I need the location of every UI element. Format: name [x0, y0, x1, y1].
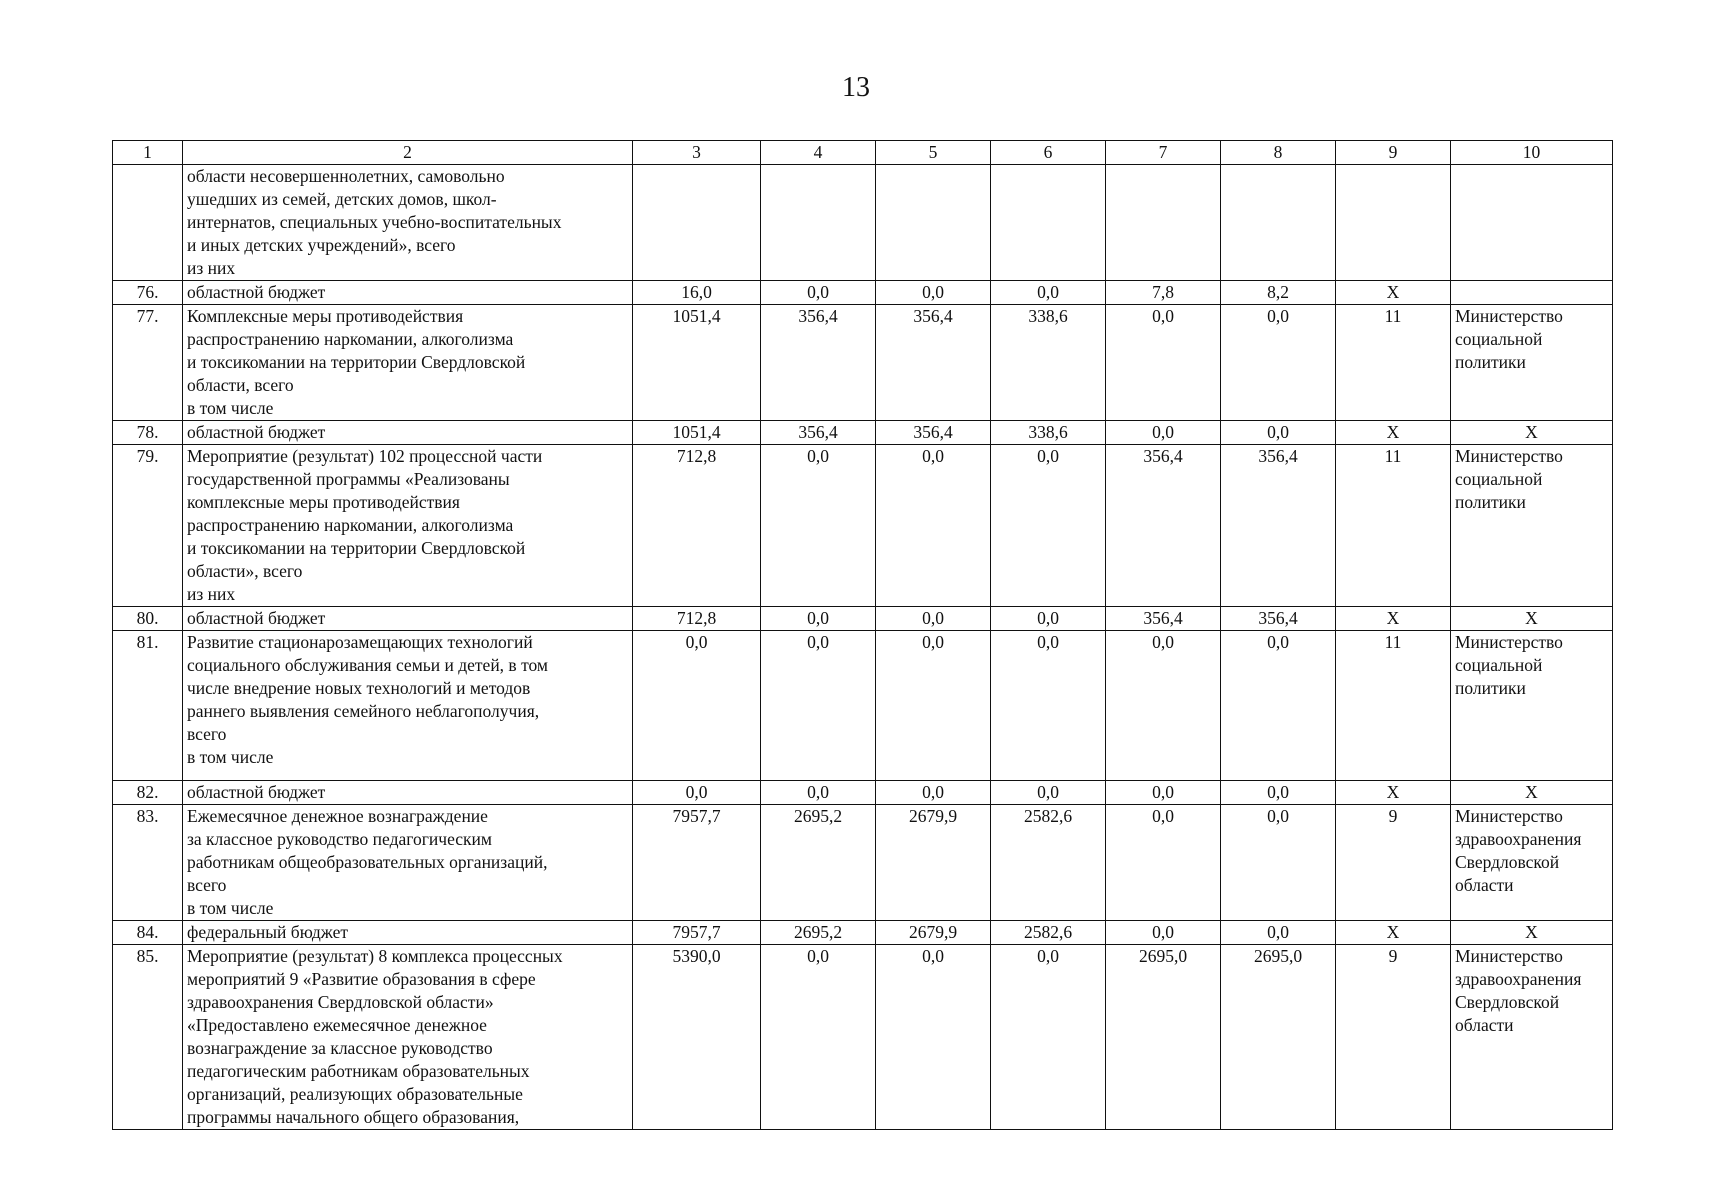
table-cell-col-4: 0,0 — [761, 445, 876, 607]
table-cell-col-4: 2695,2 — [761, 921, 876, 945]
table-cell-col-5: 0,0 — [876, 631, 991, 781]
table-cell-col-5: 0,0 — [876, 445, 991, 607]
table-row — [113, 805, 1613, 921]
table-cell-col-9: X — [1336, 421, 1451, 445]
table-cell-col-10: X — [1451, 607, 1613, 631]
table-cell-row-description: области несовершеннолетних, самовольно ушедших из семей, детских домов, школ- интернатов, специальных учебно-воспитательных и иных детских учреждений», всего из них — [183, 165, 633, 281]
table-cell-col-4: 0,0 — [761, 781, 876, 805]
table-cell-row-description: областной бюджет — [183, 421, 633, 445]
table-cell-col-10: Министерство здравоохранения Свердловской области — [1451, 945, 1613, 1130]
column-header: 1 — [113, 141, 183, 165]
table-cell-col-10: Министерство здравоохранения Свердловской области — [1451, 805, 1613, 921]
table-cell-col-10: Министерство социальной политики — [1451, 445, 1613, 607]
column-header: 2 — [183, 141, 633, 165]
table-cell-col-9: X — [1336, 781, 1451, 805]
table-cell-row-description: федеральный бюджет — [183, 921, 633, 945]
table-cell-col-5: 2679,9 — [876, 921, 991, 945]
table-cell-col-10: Министерство социальной политики — [1451, 631, 1613, 781]
table-cell-col-9: X — [1336, 281, 1451, 305]
table-cell-row-number: 81. — [113, 631, 183, 781]
table-cell-col-7: 356,4 — [1106, 445, 1221, 607]
table-cell-col-8: 356,4 — [1221, 607, 1336, 631]
table-cell-col-6: 0,0 — [991, 445, 1106, 607]
table-row — [113, 781, 1613, 805]
column-header: 10 — [1451, 141, 1613, 165]
table-cell-col-10: X — [1451, 421, 1613, 445]
table-cell-row-description: Комплексные меры противодействия распространению наркомании, алкоголизма и токсикомании на территории Свердловской области, всего в том числе — [183, 305, 633, 421]
table-cell-col-9: 9 — [1336, 945, 1451, 1130]
table-cell-col-7: 0,0 — [1106, 421, 1221, 445]
table-cell-col-7: 0,0 — [1106, 781, 1221, 805]
table-cell-col-7: 0,0 — [1106, 305, 1221, 421]
table-cell-col-5: 0,0 — [876, 945, 991, 1130]
table-row — [113, 305, 1613, 421]
table-cell-col-8: 0,0 — [1221, 421, 1336, 445]
table-cell-col-9: 11 — [1336, 445, 1451, 607]
table-cell-col-7: 2695,0 — [1106, 945, 1221, 1130]
table-cell-col-6: 2582,6 — [991, 805, 1106, 921]
table-cell-col-6: 2582,6 — [991, 921, 1106, 945]
table-cell-col-5: 0,0 — [876, 781, 991, 805]
table-cell-col-4: 356,4 — [761, 421, 876, 445]
table-cell-col-4 — [761, 165, 876, 281]
table-cell-col-7: 0,0 — [1106, 631, 1221, 781]
table-cell-col-5: 2679,9 — [876, 805, 991, 921]
table-cell-col-6 — [991, 165, 1106, 281]
page-number: 13 — [842, 72, 870, 103]
table-cell-col-6: 0,0 — [991, 945, 1106, 1130]
table-row — [113, 607, 1613, 631]
table-cell-col-4: 2695,2 — [761, 805, 876, 921]
table-cell-row-number: 79. — [113, 445, 183, 607]
table-cell-col-6: 338,6 — [991, 421, 1106, 445]
table-cell-col-4: 356,4 — [761, 305, 876, 421]
table-header-row — [113, 141, 1613, 165]
table-cell-col-3: 7957,7 — [633, 805, 761, 921]
table-row — [113, 945, 1613, 1130]
table-cell-row-description: областной бюджет — [183, 607, 633, 631]
table-cell-col-7 — [1106, 165, 1221, 281]
table-cell-row-number — [113, 165, 183, 281]
table-row — [113, 921, 1613, 945]
table-cell-col-10: X — [1451, 781, 1613, 805]
table-cell-col-3: 16,0 — [633, 281, 761, 305]
table-cell-col-3: 0,0 — [633, 781, 761, 805]
table-cell-col-8: 2695,0 — [1221, 945, 1336, 1130]
table-cell-row-description: областной бюджет — [183, 781, 633, 805]
table-row — [113, 165, 1613, 281]
table-cell-col-6: 338,6 — [991, 305, 1106, 421]
table-cell-col-8: 0,0 — [1221, 805, 1336, 921]
budget-table — [112, 140, 1613, 1130]
table-cell-col-10 — [1451, 281, 1613, 305]
table-cell-row-number: 76. — [113, 281, 183, 305]
column-header: 3 — [633, 141, 761, 165]
table-cell-col-8: 356,4 — [1221, 445, 1336, 607]
table-cell-col-9 — [1336, 165, 1451, 281]
table-cell-row-number: 84. — [113, 921, 183, 945]
table-cell-row-number: 78. — [113, 421, 183, 445]
table-cell-col-3 — [633, 165, 761, 281]
table-cell-col-8: 0,0 — [1221, 921, 1336, 945]
table-cell-col-7: 356,4 — [1106, 607, 1221, 631]
table-cell-col-5: 0,0 — [876, 281, 991, 305]
table-cell-row-number: 77. — [113, 305, 183, 421]
column-header: 7 — [1106, 141, 1221, 165]
table-cell-row-description: Мероприятие (результат) 102 процессной части государственной программы «Реализованы комплексные меры противодействия распространению наркомании, алкоголизма и токсикомании на территории Свердловской области», всего из них — [183, 445, 633, 607]
table-cell-col-9: X — [1336, 607, 1451, 631]
table-row — [113, 421, 1613, 445]
table-cell-row-number: 82. — [113, 781, 183, 805]
table-cell-col-3: 712,8 — [633, 607, 761, 631]
table-cell-col-10: Министерство социальной политики — [1451, 305, 1613, 421]
table-cell-col-10: X — [1451, 921, 1613, 945]
table-cell-col-4: 0,0 — [761, 945, 876, 1130]
table-cell-col-6: 0,0 — [991, 607, 1106, 631]
table-cell-col-3: 5390,0 — [633, 945, 761, 1130]
table-cell-row-description: областной бюджет — [183, 281, 633, 305]
table-cell-col-5 — [876, 165, 991, 281]
table-cell-row-description: Мероприятие (результат) 8 комплекса процессных мероприятий 9 «Развитие образования в сфере здравоохранения Свердловской области» «Предоставлено ежемесячное денежное вознаграждение за классное руководство педагогическим работникам образовательных организаций, реализующих образовательные программы начального общего образования, — [183, 945, 633, 1130]
table-cell-col-9: 9 — [1336, 805, 1451, 921]
column-header: 8 — [1221, 141, 1336, 165]
column-header: 5 — [876, 141, 991, 165]
table-cell-col-3: 7957,7 — [633, 921, 761, 945]
table-cell-col-9: 11 — [1336, 305, 1451, 421]
table-cell-col-8 — [1221, 165, 1336, 281]
table-cell-col-5: 356,4 — [876, 305, 991, 421]
table-cell-col-3: 1051,4 — [633, 421, 761, 445]
table-cell-row-description: Ежемесячное денежное вознаграждение за классное руководство педагогическим работникам общеобразовательных организаций, всего в том числе — [183, 805, 633, 921]
table-cell-col-5: 0,0 — [876, 607, 991, 631]
table-cell-col-8: 8,2 — [1221, 281, 1336, 305]
table-cell-col-8: 0,0 — [1221, 781, 1336, 805]
table-cell-col-6: 0,0 — [991, 281, 1106, 305]
table-row — [113, 445, 1613, 607]
table-cell-col-3: 1051,4 — [633, 305, 761, 421]
table-cell-col-4: 0,0 — [761, 607, 876, 631]
table-cell-col-4: 0,0 — [761, 631, 876, 781]
table-cell-col-8: 0,0 — [1221, 305, 1336, 421]
column-header: 4 — [761, 141, 876, 165]
table-cell-col-4: 0,0 — [761, 281, 876, 305]
table-cell-col-9: 11 — [1336, 631, 1451, 781]
column-header: 9 — [1336, 141, 1451, 165]
table-cell-col-7: 7,8 — [1106, 281, 1221, 305]
column-header: 6 — [991, 141, 1106, 165]
table-cell-col-7: 0,0 — [1106, 921, 1221, 945]
table-cell-row-description: Развитие стационарозамещающих технологий социального обслуживания семьи и детей, в том числе внедрение новых технологий и методов раннего выявления семейного неблагополучия, всего в том числе — [183, 631, 633, 781]
table-cell-col-10 — [1451, 165, 1613, 281]
table-cell-col-3: 712,8 — [633, 445, 761, 607]
table-cell-col-7: 0,0 — [1106, 805, 1221, 921]
table-cell-row-number: 80. — [113, 607, 183, 631]
table-cell-col-6: 0,0 — [991, 781, 1106, 805]
table-cell-row-number: 83. — [113, 805, 183, 921]
table-cell-col-5: 356,4 — [876, 421, 991, 445]
table-cell-col-8: 0,0 — [1221, 631, 1336, 781]
table-row — [113, 631, 1613, 781]
table-cell-col-3: 0,0 — [633, 631, 761, 781]
table-cell-col-9: X — [1336, 921, 1451, 945]
table-cell-col-6: 0,0 — [991, 631, 1106, 781]
table-row — [113, 281, 1613, 305]
table-cell-row-number: 85. — [113, 945, 183, 1130]
